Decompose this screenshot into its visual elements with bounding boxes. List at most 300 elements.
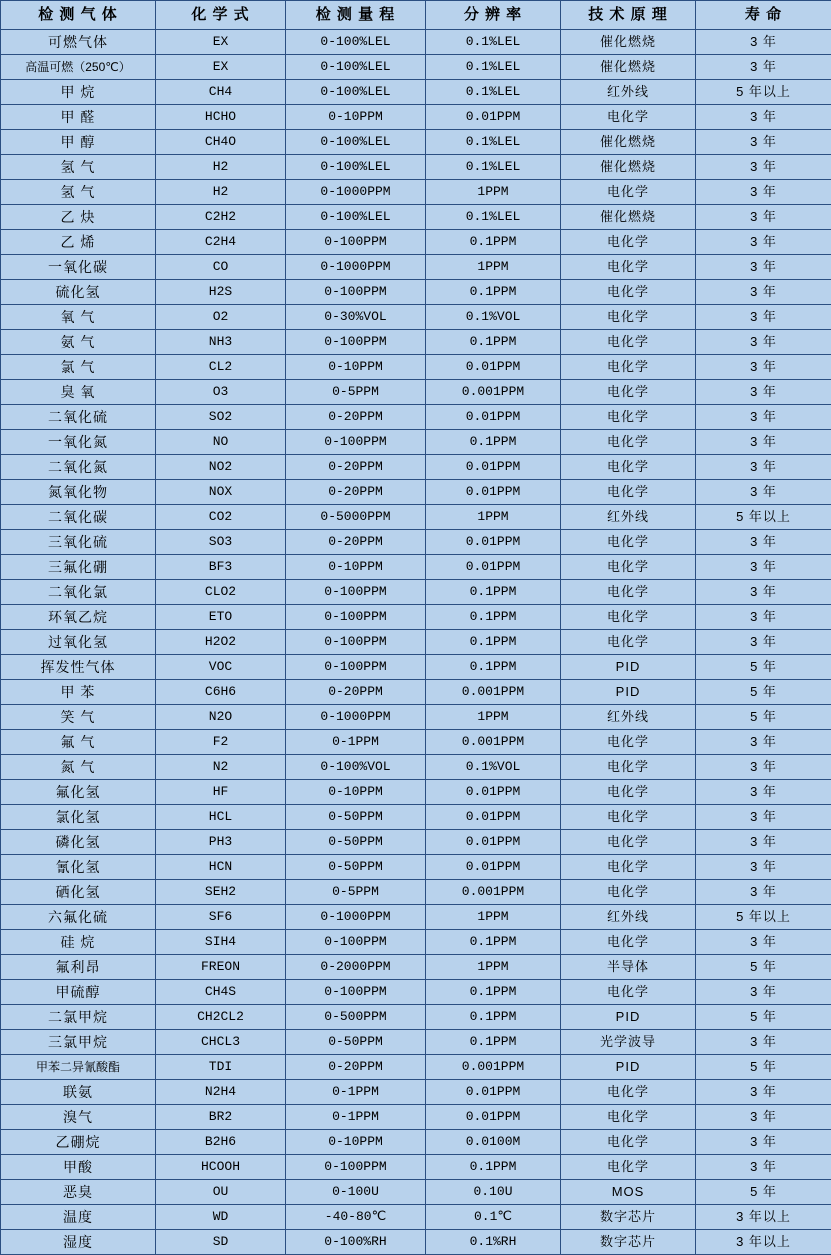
cell-detection-range: 0-10PPM	[286, 105, 426, 130]
column-header-technology: 技 术 原 理	[561, 1, 696, 30]
cell-chemical-formula: HF	[156, 780, 286, 805]
cell-technology: 电化学	[561, 455, 696, 480]
cell-resolution: 0.1%VOL	[426, 755, 561, 780]
cell-detection-range: 0-10PPM	[286, 1130, 426, 1155]
table-row	[1, 105, 831, 130]
cell-detection-range: 0-1000PPM	[286, 255, 426, 280]
cell-technology: 电化学	[561, 580, 696, 605]
cell-detection-range: 0-1PPM	[286, 730, 426, 755]
cell-resolution: 0.01PPM	[426, 1105, 561, 1130]
cell-lifetime: 3 年	[696, 330, 831, 355]
cell-technology: PID	[561, 680, 696, 705]
cell-lifetime: 5 年	[696, 655, 831, 680]
cell-technology: 催化燃烧	[561, 55, 696, 80]
table-row	[1, 905, 831, 930]
cell-chemical-formula: HCHO	[156, 105, 286, 130]
cell-resolution: 0.01PPM	[426, 455, 561, 480]
cell-lifetime: 3 年	[696, 255, 831, 280]
table-row	[1, 130, 831, 155]
cell-resolution: 0.1PPM	[426, 330, 561, 355]
cell-resolution: 0.01PPM	[426, 480, 561, 505]
cell-resolution: 1PPM	[426, 505, 561, 530]
cell-technology: 电化学	[561, 530, 696, 555]
table-row	[1, 630, 831, 655]
table-row	[1, 405, 831, 430]
table-row	[1, 230, 831, 255]
cell-technology: MOS	[561, 1180, 696, 1205]
cell-gas-name: 磷化氢	[1, 830, 156, 855]
cell-detection-range: 0-100%LEL	[286, 155, 426, 180]
cell-technology: 电化学	[561, 930, 696, 955]
cell-technology: 电化学	[561, 880, 696, 905]
cell-lifetime: 3 年	[696, 480, 831, 505]
cell-chemical-formula: NOX	[156, 480, 286, 505]
cell-lifetime: 3 年	[696, 605, 831, 630]
table-row	[1, 705, 831, 730]
table-row	[1, 655, 831, 680]
table-row	[1, 1130, 831, 1155]
cell-resolution: 0.1PPM	[426, 230, 561, 255]
cell-gas-name: 氟利昂	[1, 955, 156, 980]
cell-detection-range: 0-100U	[286, 1180, 426, 1205]
cell-chemical-formula: CH4S	[156, 980, 286, 1005]
cell-detection-range: 0-100%LEL	[286, 55, 426, 80]
cell-detection-range: 0-10PPM	[286, 555, 426, 580]
cell-lifetime: 3 年	[696, 730, 831, 755]
cell-gas-name: 氯化氢	[1, 805, 156, 830]
cell-chemical-formula: SIH4	[156, 930, 286, 955]
table-body	[1, 30, 831, 1255]
table-row	[1, 555, 831, 580]
cell-chemical-formula: H2	[156, 155, 286, 180]
cell-technology: 催化燃烧	[561, 30, 696, 55]
cell-detection-range: 0-5000PPM	[286, 505, 426, 530]
cell-resolution: 0.0100M	[426, 1130, 561, 1155]
cell-gas-name: 乙 炔	[1, 205, 156, 230]
cell-technology: 红外线	[561, 705, 696, 730]
cell-technology: 电化学	[561, 555, 696, 580]
table-row	[1, 1230, 831, 1255]
cell-technology: 电化学	[561, 855, 696, 880]
cell-technology: 数字芯片	[561, 1205, 696, 1230]
cell-lifetime: 3 年	[696, 455, 831, 480]
cell-chemical-formula: NO	[156, 430, 286, 455]
cell-resolution: 0.1%LEL	[426, 130, 561, 155]
cell-gas-name: 六氟化硫	[1, 905, 156, 930]
cell-chemical-formula: OU	[156, 1180, 286, 1205]
cell-lifetime: 3 年	[696, 430, 831, 455]
cell-chemical-formula: HCN	[156, 855, 286, 880]
cell-technology: 电化学	[561, 755, 696, 780]
cell-resolution: 0.01PPM	[426, 830, 561, 855]
cell-chemical-formula: PH3	[156, 830, 286, 855]
table-row	[1, 1080, 831, 1105]
cell-resolution: 0.1PPM	[426, 655, 561, 680]
cell-technology: 电化学	[561, 180, 696, 205]
cell-chemical-formula: H2S	[156, 280, 286, 305]
cell-lifetime: 3 年	[696, 105, 831, 130]
cell-lifetime: 3 年	[696, 930, 831, 955]
cell-resolution: 0.001PPM	[426, 680, 561, 705]
cell-gas-name: 二氧化氮	[1, 455, 156, 480]
cell-technology: 催化燃烧	[561, 205, 696, 230]
table-row	[1, 780, 831, 805]
column-header-detection-range: 检 测 量 程	[286, 1, 426, 30]
cell-chemical-formula: NO2	[156, 455, 286, 480]
cell-resolution: 0.1%LEL	[426, 55, 561, 80]
cell-lifetime: 3 年	[696, 755, 831, 780]
cell-technology: 电化学	[561, 1155, 696, 1180]
cell-technology: PID	[561, 1005, 696, 1030]
column-header-gas-name: 检 测 气 体	[1, 1, 156, 30]
cell-detection-range: 0-20PPM	[286, 455, 426, 480]
cell-resolution: 0.1PPM	[426, 630, 561, 655]
cell-gas-name: 可燃气体	[1, 30, 156, 55]
cell-chemical-formula: CH4	[156, 80, 286, 105]
cell-technology: 电化学	[561, 1080, 696, 1105]
cell-technology: 电化学	[561, 230, 696, 255]
cell-technology: PID	[561, 1055, 696, 1080]
cell-technology: 电化学	[561, 430, 696, 455]
cell-technology: 电化学	[561, 480, 696, 505]
cell-detection-range: 0-30%VOL	[286, 305, 426, 330]
table-row	[1, 80, 831, 105]
cell-technology: 电化学	[561, 630, 696, 655]
cell-chemical-formula: C2H4	[156, 230, 286, 255]
cell-detection-range: 0-100%LEL	[286, 130, 426, 155]
cell-technology: 电化学	[561, 830, 696, 855]
cell-lifetime: 5 年	[696, 705, 831, 730]
cell-resolution: 0.01PPM	[426, 805, 561, 830]
table-row	[1, 880, 831, 905]
cell-chemical-formula: CLO2	[156, 580, 286, 605]
cell-resolution: 0.1PPM	[426, 280, 561, 305]
table-row	[1, 1155, 831, 1180]
cell-gas-name: 氢 气	[1, 180, 156, 205]
cell-detection-range: 0-50PPM	[286, 1030, 426, 1055]
cell-gas-name: 高温可燃（250℃）	[1, 55, 156, 80]
cell-chemical-formula: O2	[156, 305, 286, 330]
cell-lifetime: 3 年	[696, 180, 831, 205]
column-header-lifetime: 寿 命	[696, 1, 831, 30]
cell-lifetime: 3 年	[696, 1105, 831, 1130]
cell-gas-name: 一氧化氮	[1, 430, 156, 455]
cell-chemical-formula: C6H6	[156, 680, 286, 705]
cell-gas-name: 甲苯二异氰酸酯	[1, 1055, 156, 1080]
cell-chemical-formula: ETO	[156, 605, 286, 630]
cell-gas-name: 甲 苯	[1, 680, 156, 705]
cell-lifetime: 3 年	[696, 380, 831, 405]
cell-technology: 红外线	[561, 905, 696, 930]
cell-resolution: 0.1%LEL	[426, 30, 561, 55]
cell-gas-name: 湿度	[1, 1230, 156, 1255]
cell-detection-range: 0-100%LEL	[286, 205, 426, 230]
table-row	[1, 255, 831, 280]
cell-resolution: 0.1PPM	[426, 605, 561, 630]
table-row	[1, 205, 831, 230]
cell-technology: 催化燃烧	[561, 130, 696, 155]
cell-gas-name: 二氧化碳	[1, 505, 156, 530]
cell-resolution: 0.1PPM	[426, 1005, 561, 1030]
cell-chemical-formula: B2H6	[156, 1130, 286, 1155]
cell-gas-name: 二氧化硫	[1, 405, 156, 430]
cell-resolution: 0.1%LEL	[426, 80, 561, 105]
table-row	[1, 505, 831, 530]
cell-gas-name: 甲 醛	[1, 105, 156, 130]
cell-resolution: 1PPM	[426, 180, 561, 205]
cell-gas-name: 恶臭	[1, 1180, 156, 1205]
cell-resolution: 0.01PPM	[426, 355, 561, 380]
cell-lifetime: 3 年	[696, 855, 831, 880]
cell-gas-name: 三氯甲烷	[1, 1030, 156, 1055]
cell-gas-name: 二氧化氯	[1, 580, 156, 605]
table-row	[1, 480, 831, 505]
cell-lifetime: 3 年	[696, 230, 831, 255]
cell-detection-range: 0-1000PPM	[286, 180, 426, 205]
cell-technology: 光学波导	[561, 1030, 696, 1055]
cell-technology: 电化学	[561, 305, 696, 330]
cell-detection-range: 0-100%LEL	[286, 80, 426, 105]
cell-chemical-formula: SEH2	[156, 880, 286, 905]
cell-resolution: 0.1PPM	[426, 580, 561, 605]
cell-resolution: 0.1PPM	[426, 980, 561, 1005]
table-row	[1, 305, 831, 330]
cell-gas-name: 甲 烷	[1, 80, 156, 105]
table-header-row	[1, 1, 831, 30]
cell-technology: 电化学	[561, 980, 696, 1005]
cell-resolution: 0.1℃	[426, 1205, 561, 1230]
cell-chemical-formula: N2	[156, 755, 286, 780]
column-header-resolution: 分 辨 率	[426, 1, 561, 30]
cell-gas-name: 氢 气	[1, 155, 156, 180]
cell-detection-range: 0-100PPM	[286, 1155, 426, 1180]
cell-technology: 电化学	[561, 780, 696, 805]
cell-detection-range: -40-80℃	[286, 1205, 426, 1230]
cell-resolution: 0.1PPM	[426, 930, 561, 955]
table-row	[1, 980, 831, 1005]
cell-gas-name: 氯 气	[1, 355, 156, 380]
cell-gas-name: 氰化氢	[1, 855, 156, 880]
cell-gas-name: 挥发性气体	[1, 655, 156, 680]
table-row	[1, 155, 831, 180]
cell-lifetime: 5 年以上	[696, 905, 831, 930]
cell-lifetime: 3 年	[696, 1130, 831, 1155]
cell-detection-range: 0-100PPM	[286, 930, 426, 955]
table-row	[1, 830, 831, 855]
cell-gas-name: 氮氧化物	[1, 480, 156, 505]
cell-detection-range: 0-100PPM	[286, 980, 426, 1005]
table-row	[1, 955, 831, 980]
table-row	[1, 755, 831, 780]
cell-chemical-formula: SO2	[156, 405, 286, 430]
cell-lifetime: 3 年	[696, 1080, 831, 1105]
cell-resolution: 0.1PPM	[426, 1030, 561, 1055]
cell-resolution: 1PPM	[426, 955, 561, 980]
cell-gas-name: 臭 氧	[1, 380, 156, 405]
cell-chemical-formula: BF3	[156, 555, 286, 580]
table-row	[1, 30, 831, 55]
cell-gas-name: 氟化氢	[1, 780, 156, 805]
cell-lifetime: 3 年	[696, 530, 831, 555]
cell-lifetime: 3 年	[696, 1155, 831, 1180]
cell-resolution: 0.01PPM	[426, 405, 561, 430]
cell-detection-range: 0-100PPM	[286, 580, 426, 605]
cell-lifetime: 3 年以上	[696, 1205, 831, 1230]
cell-detection-range: 0-100PPM	[286, 605, 426, 630]
table-row	[1, 1030, 831, 1055]
cell-resolution: 0.01PPM	[426, 555, 561, 580]
cell-technology: 电化学	[561, 605, 696, 630]
cell-chemical-formula: NH3	[156, 330, 286, 355]
table-row	[1, 930, 831, 955]
cell-lifetime: 5 年	[696, 1005, 831, 1030]
cell-detection-range: 0-100PPM	[286, 330, 426, 355]
cell-gas-name: 温度	[1, 1205, 156, 1230]
cell-lifetime: 5 年	[696, 680, 831, 705]
cell-lifetime: 3 年	[696, 55, 831, 80]
cell-gas-name: 二氯甲烷	[1, 1005, 156, 1030]
cell-lifetime: 5 年	[696, 955, 831, 980]
table-row	[1, 280, 831, 305]
cell-resolution: 0.001PPM	[426, 730, 561, 755]
cell-resolution: 0.1PPM	[426, 1155, 561, 1180]
cell-detection-range: 0-20PPM	[286, 1055, 426, 1080]
cell-gas-name: 甲硫醇	[1, 980, 156, 1005]
cell-chemical-formula: CL2	[156, 355, 286, 380]
column-header-chemical-formula: 化 学 式	[156, 1, 286, 30]
table-row	[1, 455, 831, 480]
cell-lifetime: 3 年	[696, 580, 831, 605]
cell-lifetime: 3 年	[696, 1030, 831, 1055]
cell-chemical-formula: SF6	[156, 905, 286, 930]
cell-detection-range: 0-2000PPM	[286, 955, 426, 980]
table-row	[1, 55, 831, 80]
cell-technology: 电化学	[561, 330, 696, 355]
cell-technology: 电化学	[561, 280, 696, 305]
cell-resolution: 0.1%RH	[426, 1230, 561, 1255]
cell-resolution: 0.01PPM	[426, 1080, 561, 1105]
cell-chemical-formula: VOC	[156, 655, 286, 680]
cell-gas-name: 乙硼烷	[1, 1130, 156, 1155]
cell-lifetime: 3 年	[696, 130, 831, 155]
cell-detection-range: 0-100PPM	[286, 630, 426, 655]
cell-resolution: 0.1%VOL	[426, 305, 561, 330]
cell-resolution: 1PPM	[426, 705, 561, 730]
cell-detection-range: 0-1000PPM	[286, 705, 426, 730]
cell-chemical-formula: FREON	[156, 955, 286, 980]
cell-lifetime: 3 年	[696, 830, 831, 855]
cell-chemical-formula: C2H2	[156, 205, 286, 230]
cell-resolution: 0.01PPM	[426, 780, 561, 805]
cell-gas-name: 环氧乙烷	[1, 605, 156, 630]
cell-detection-range: 0-1PPM	[286, 1080, 426, 1105]
cell-gas-name: 一氧化碳	[1, 255, 156, 280]
cell-detection-range: 0-20PPM	[286, 680, 426, 705]
table-row	[1, 805, 831, 830]
cell-lifetime: 3 年	[696, 280, 831, 305]
cell-lifetime: 3 年	[696, 155, 831, 180]
cell-resolution: 0.01PPM	[426, 105, 561, 130]
cell-detection-range: 0-20PPM	[286, 405, 426, 430]
cell-gas-name: 三氟化硼	[1, 555, 156, 580]
cell-chemical-formula: H2O2	[156, 630, 286, 655]
cell-chemical-formula: CO2	[156, 505, 286, 530]
cell-gas-name: 联氨	[1, 1080, 156, 1105]
cell-resolution: 0.1%LEL	[426, 205, 561, 230]
cell-gas-name: 硒化氢	[1, 880, 156, 905]
cell-gas-name: 氮 气	[1, 755, 156, 780]
cell-resolution: 1PPM	[426, 905, 561, 930]
cell-lifetime: 3 年	[696, 555, 831, 580]
cell-lifetime: 3 年	[696, 405, 831, 430]
cell-detection-range: 0-1000PPM	[286, 905, 426, 930]
cell-detection-range: 0-100PPM	[286, 280, 426, 305]
table-row	[1, 430, 831, 455]
cell-detection-range: 0-10PPM	[286, 780, 426, 805]
cell-lifetime: 5 年以上	[696, 505, 831, 530]
cell-chemical-formula: H2	[156, 180, 286, 205]
cell-chemical-formula: TDI	[156, 1055, 286, 1080]
table-row	[1, 605, 831, 630]
cell-chemical-formula: CO	[156, 255, 286, 280]
cell-gas-name: 硅 烷	[1, 930, 156, 955]
cell-detection-range: 0-100PPM	[286, 430, 426, 455]
cell-lifetime: 3 年	[696, 30, 831, 55]
cell-gas-name: 乙 烯	[1, 230, 156, 255]
cell-chemical-formula: SO3	[156, 530, 286, 555]
cell-chemical-formula: EX	[156, 55, 286, 80]
cell-detection-range: 0-500PPM	[286, 1005, 426, 1030]
cell-lifetime: 3 年以上	[696, 1230, 831, 1255]
cell-technology: 数字芯片	[561, 1230, 696, 1255]
cell-chemical-formula: N2O	[156, 705, 286, 730]
cell-resolution: 0.01PPM	[426, 855, 561, 880]
cell-resolution: 0.001PPM	[426, 380, 561, 405]
cell-technology: 电化学	[561, 355, 696, 380]
cell-lifetime: 5 年	[696, 1180, 831, 1205]
cell-technology: 电化学	[561, 730, 696, 755]
cell-resolution: 0.001PPM	[426, 1055, 561, 1080]
cell-gas-name: 三氧化硫	[1, 530, 156, 555]
cell-technology: 红外线	[561, 80, 696, 105]
cell-detection-range: 0-20PPM	[286, 480, 426, 505]
cell-chemical-formula: F2	[156, 730, 286, 755]
cell-gas-name: 氨 气	[1, 330, 156, 355]
cell-resolution: 0.1PPM	[426, 430, 561, 455]
cell-gas-name: 甲 醇	[1, 130, 156, 155]
cell-detection-range: 0-5PPM	[286, 380, 426, 405]
cell-resolution: 0.01PPM	[426, 530, 561, 555]
cell-resolution: 0.001PPM	[426, 880, 561, 905]
cell-gas-name: 甲酸	[1, 1155, 156, 1180]
cell-detection-range: 0-10PPM	[286, 355, 426, 380]
cell-chemical-formula: HCL	[156, 805, 286, 830]
cell-chemical-formula: CHCL3	[156, 1030, 286, 1055]
cell-detection-range: 0-50PPM	[286, 805, 426, 830]
cell-gas-name: 笑 气	[1, 705, 156, 730]
table-row	[1, 855, 831, 880]
cell-resolution: 0.10U	[426, 1180, 561, 1205]
cell-detection-range: 0-50PPM	[286, 855, 426, 880]
cell-detection-range: 0-100PPM	[286, 230, 426, 255]
cell-technology: 电化学	[561, 1105, 696, 1130]
cell-technology: 电化学	[561, 405, 696, 430]
cell-chemical-formula: WD	[156, 1205, 286, 1230]
cell-resolution: 0.1%LEL	[426, 155, 561, 180]
cell-detection-range: 0-20PPM	[286, 530, 426, 555]
table-row	[1, 1005, 831, 1030]
cell-detection-range: 0-100%RH	[286, 1230, 426, 1255]
